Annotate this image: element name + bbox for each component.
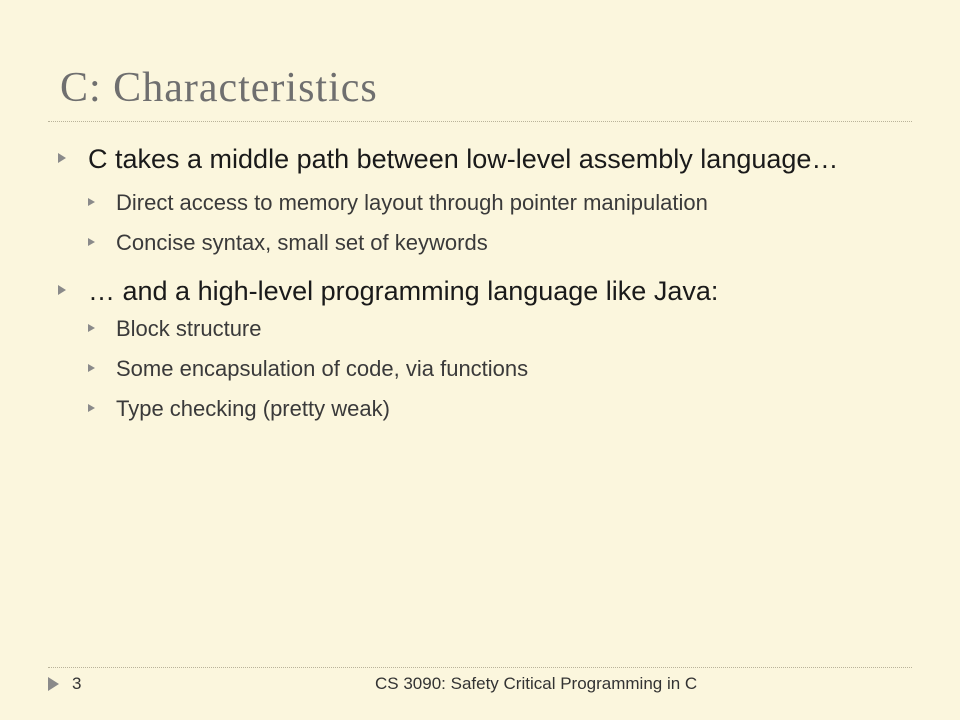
sub-bullet-arrow-icon (88, 198, 95, 206)
bullet-item (58, 140, 918, 178)
slide-title: C: Characteristics (60, 65, 378, 111)
footer-arrow-icon (48, 677, 59, 691)
sub-bullet-text: Block structure (116, 316, 262, 341)
bullet-list (58, 140, 918, 424)
footer-divider (48, 667, 912, 668)
sub-bullet-item (58, 394, 918, 424)
sub-bullet-arrow-icon (88, 364, 95, 372)
sub-bullet-text: Concise syntax, small set of keywords (116, 230, 488, 255)
sub-bullet-item (58, 354, 918, 384)
bullet-text: C takes a middle path between low-level assembly language… (88, 144, 839, 174)
bullet-arrow-icon (58, 285, 66, 295)
sub-bullet-item (58, 314, 918, 344)
bullet-arrow-icon (58, 153, 66, 163)
sub-bullet-text: Some encapsulation of code, via functions (116, 356, 529, 381)
sub-bullet-arrow-icon (88, 238, 95, 246)
sub-bullet-arrow-icon (88, 404, 95, 412)
sub-bullet-text: Direct access to memory layout through pointer manipulation (116, 190, 708, 215)
page-number: 3 (72, 674, 82, 693)
bullet-item (58, 272, 918, 310)
footer-course: CS 3090: Safety Critical Programming in C (375, 674, 698, 693)
sub-bullet-item (58, 228, 918, 258)
sub-bullet-text: Type checking (pretty weak) (116, 396, 390, 421)
sub-bullet-arrow-icon (88, 324, 95, 332)
bullet-text: … and a high-level programming language like Java: (88, 276, 719, 306)
sub-bullet-item (58, 188, 918, 218)
title-divider (48, 121, 912, 122)
